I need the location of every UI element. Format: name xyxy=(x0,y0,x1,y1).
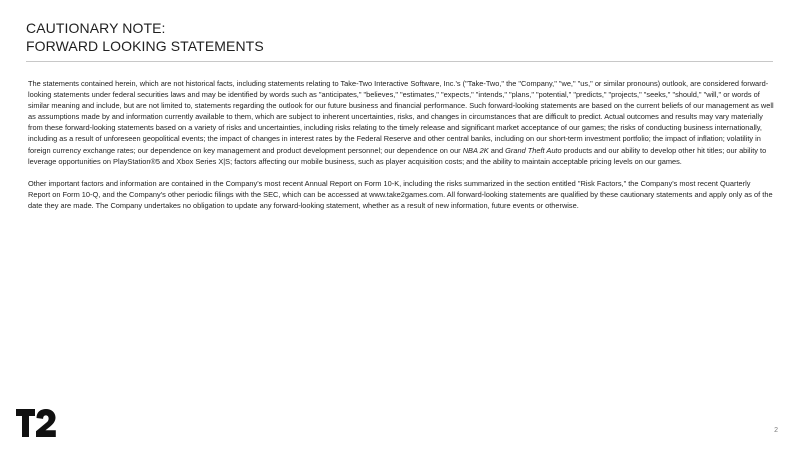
nba-2k-title: NBA 2K xyxy=(462,145,489,155)
title-divider xyxy=(26,61,773,62)
slide-title-line-2: FORWARD LOOKING STATEMENTS xyxy=(26,38,264,54)
slide-title xyxy=(26,19,264,55)
page-number: 2 xyxy=(774,427,778,434)
t2-logo xyxy=(16,408,56,438)
body-text xyxy=(28,78,774,222)
gta-title: Grand Theft Auto xyxy=(505,145,562,155)
paragraph-1-part-2: and xyxy=(488,145,506,155)
paragraph-2: Other important factors and information are contained in the Company's most recent Annual Report on Form 10-K, including the risks summarized in the section entitled "Risk Factors," the Company's most recent Quarterly Report on Form 10-Q, and the Company's other periodic filings with the SEC, which can be accessed at www.take2games.com. All forward-looking statements are qualified by these cautionary statements and apply only as of the date they are made. The Company undertakes no obligation to update any forward-looking statement, whether as a result of new information, future events or otherwise. xyxy=(28,178,773,210)
paragraph-1-part-1: The statements contained herein, which are not historical facts, including statements relating to Take-Two Interactive Software, Inc.'s ("Take-Two," the "Company," "we," "us," or similar pronouns) outlook, are considered forward-looking statements under federal securities laws and may be identified by words such as "anticipates," "believes," "estimates," "expects," "intends," "plans," "potential," "predicts," "projects," "seeks," "should," "will," or words of similar meaning and include, but are not limited to, statements regarding the outlook for our future business and financial performance. Such forward-looking statements are based on the current beliefs of our management as well as assumptions made by and information currently available to them, which are subject to inherent uncertainties, risks, and changes in circumstances that are difficult to predict. Actual outcomes and results may vary materially from these forward-looking statements based on a variety of risks and uncertainties, including risks relating to the timely release and significant market acceptance of our games; the risks of conducting business internationally, including as a result of unforeseen geopolitical events; the impact of changes in interest rates by the Federal Reserve and other central banks, including on our short-term investment portfolio; the impact of inflation; volatility in foreign currency exchange rates; our dependence on key management and product development personnel; our dependence on our xyxy=(28,79,774,155)
paragraph-1-part-3: products and our ability to develop other hit titles; our ability to leverage opportunities on PlayStation®5 and Xbox Series X|S; factors affecting our mobile business, such as player acquisition costs; and the ability to maintain acceptable pricing levels on our games. xyxy=(28,145,767,166)
paragraph-1 xyxy=(28,78,774,167)
slide-title-line-1: CAUTIONARY NOTE: xyxy=(26,20,166,36)
